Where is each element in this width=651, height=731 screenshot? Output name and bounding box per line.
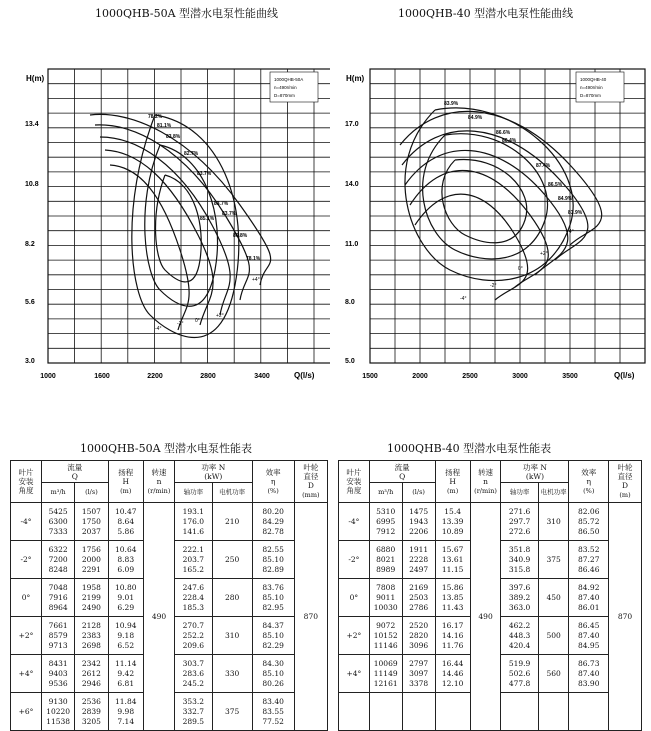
motor-power-cell: 375 [212,693,252,731]
right-performance-table [338,460,642,731]
header-motor-power: 电机功率 [538,483,569,503]
motor-power-cell: 310 [538,503,569,541]
left-legend-model: 1000QHB-50A [274,77,304,82]
left-eff-label: 83.7% [214,201,229,207]
flow-m3h-cell: 7661 8579 9713 [42,617,75,655]
right-x-tick: 2000 [412,373,428,380]
head-cell: 10.47 8.64 5.86 [108,503,143,541]
left-chart-title: 1000QHB-50A 型潜水电泵性能曲线 [95,7,279,20]
left-eff-label: 83.7% [197,171,212,177]
header-eff [569,461,609,503]
shaft-power-cell: 193.1 176.0 141.6 [175,503,213,541]
right-y-axis-label: H(m) [346,74,365,83]
right-chart-title: 1000QHB-40 型潜水电泵性能曲线 [398,7,574,20]
header-head-label: 扬程 H [118,467,134,486]
right-x-tick: 3500 [562,373,578,380]
shaft-power-cell: 222.1 203.7 165.2 [175,541,213,579]
left-y-tick: 3.0 [25,358,35,365]
left-eff-label: 83.8% [166,134,181,140]
motor-power-cell: 500 [538,617,569,655]
header-diameter-label: 叶轮 直径 D [303,463,319,490]
right-eff-label: 86.6% [496,130,511,136]
header-speed-unit: (r/min) [147,486,171,495]
flow-ls-cell: 2797 3097 3378 [402,655,435,693]
left-y-tick: 5.6 [25,299,35,306]
eff-cell: 83.76 85.10 82.95 [252,579,294,617]
left-angle-label: +2° [216,313,224,319]
header-speed-label: 转速 n [478,467,494,486]
left-y-ticks [25,121,39,365]
header-diameter-unit: (m) [619,491,631,499]
shaft-power-cell: 397.6 389.2 363.0 [501,579,538,617]
right-x-axis-label: Q(l/s) [614,371,635,380]
header-flow-m3h: m³/h [42,483,75,503]
eff-cell: 84.30 85.10 80.26 [252,655,294,693]
header-motor-power: 电机功率 [212,483,252,503]
right-angle-label: 0° [518,266,523,272]
header-shaft-power: 轴功率 [501,483,538,503]
flow-m3h-cell: 5310 6995 7912 [369,503,402,541]
flow-m3h-cell: 9130 10220 11538 [42,693,75,731]
motor-power-cell: 210 [212,503,252,541]
right-eff-label: 87.4% [536,163,551,169]
speed-cell: 490 [143,503,174,731]
eff-cell: 84.92 87.40 86.01 [569,579,609,617]
flow-ls-cell: 1756 2000 2291 [75,541,108,579]
header-angle: 叶片 安装 角度 [11,461,42,503]
left-eff-label: 81.1% [157,123,172,129]
header-eff-label: 效率 η [581,467,597,486]
right-eff-label: 83.9% [444,101,459,107]
head-curve [90,114,271,285]
left-x-tick: 1600 [94,373,110,380]
header-eff-unit: (%) [583,486,595,495]
left-eff-label: 85.1% [200,216,215,222]
left-y-axis-label: H(m) [26,74,45,83]
right-y-tick: 11.0 [345,241,359,248]
flow-ls-cell: 1507 1750 2037 [75,503,108,541]
flow-m3h-cell: 7808 9011 10030 [369,579,402,617]
angle-cell: 0° [11,579,42,617]
head-cell: 11.14 9.42 6.81 [108,655,143,693]
flow-ls-cell: 2536 2839 3205 [75,693,108,731]
eff-cell: 83.40 83.55 77.52 [252,693,294,731]
right-efficiency-labels [444,101,583,216]
diameter-cell: 870 [609,503,642,731]
head-cell: 15.67 13.61 11.15 [435,541,470,579]
table-row [11,503,328,541]
header-power: 功率 N (kW) [501,461,569,483]
header-head [108,461,143,503]
left-x-tick: 1000 [40,373,56,380]
left-x-axis-label: Q(l/s) [294,371,315,380]
eff-cell: 82.55 85.10 82.89 [252,541,294,579]
angle-cell: -2° [11,541,42,579]
eff-cell: 86.45 87.40 84.95 [569,617,609,655]
right-legend-diameter: D=870mm [580,93,601,98]
motor-power-cell: 310 [212,617,252,655]
eff-cell: 86.73 87.40 83.90 [569,655,609,693]
left-angle-label: 0° [195,318,200,324]
angle-cell: +4° [11,655,42,693]
shaft-power-cell: 353.2 332.7 289.5 [175,693,213,731]
flow-ls-cell: 2342 2612 2946 [75,655,108,693]
head-cell: 10.94 9.18 6.52 [108,617,143,655]
shaft-power-cell: 247.6 228.4 185.3 [175,579,213,617]
left-angle-label: +4° [252,277,260,283]
right-legend-model: 1000QHB-40 [580,77,607,82]
speed-cell: 490 [470,503,501,731]
empty-cell [339,693,370,731]
right-angle-label: +2° [540,251,548,257]
motor-power-cell: 375 [538,541,569,579]
head-cell: 10.80 9.01 6.29 [108,579,143,617]
motor-power-cell: 450 [538,579,569,617]
header-power: 功率 N (kW) [175,461,253,483]
header-flow-ls: (l/s) [75,483,108,503]
right-y-ticks [345,121,359,365]
header-diameter-label: 叶轮 直径 D [617,463,633,490]
flow-m3h-cell: 9072 10152 11146 [369,617,402,655]
angle-cell: +4° [339,655,370,693]
flow-ls-cell: 2128 2383 2698 [75,617,108,655]
angle-cell: 0° [339,579,370,617]
angle-cell: -2° [339,541,370,579]
right-y-tick: 5.0 [345,358,355,365]
shaft-power-cell: 303.7 283.6 245.2 [175,655,213,693]
head-cell: 16.17 14.16 11.76 [435,617,470,655]
left-table-title: 1000QHB-50A 型潜水电泵性能表 [80,442,253,455]
right-x-tick: 3000 [512,373,528,380]
header-speed [470,461,501,503]
left-performance-chart [20,55,330,385]
flow-ls-cell: 2169 2503 2786 [402,579,435,617]
diameter-cell: 870 [294,503,327,731]
flow-ls-cell: 1958 2199 2490 [75,579,108,617]
header-diameter [609,461,642,503]
empty-cell [501,693,538,731]
flow-m3h-cell: 8431 9403 9536 [42,655,75,693]
head-cell: 16.44 14.46 12.10 [435,655,470,693]
motor-power-cell: 250 [212,541,252,579]
motor-power-cell: 280 [212,579,252,617]
head-curve [110,165,189,330]
header-head-unit: (m) [120,486,132,495]
header-flow-ls: (l/s) [402,483,435,503]
right-y-tick: 17.0 [345,121,359,128]
header-eff-unit: (%) [267,486,279,495]
eff-cell: 83.52 87.27 86.46 [569,541,609,579]
flow-m3h-cell: 6880 8021 8989 [369,541,402,579]
left-legend-speed: n=490r/min [274,85,297,90]
header-eff-label: 效率 η [265,467,281,486]
right-eff-label: 83.9% [568,210,583,216]
header-diameter [294,461,327,503]
left-y-tick: 10.8 [25,181,39,188]
left-x-tick: 2200 [147,373,163,380]
angle-cell: -4° [11,503,42,541]
right-angle-label: -4° [460,296,467,302]
left-angle-label: -2° [177,321,184,327]
header-flow-m3h: m³/h [369,483,402,503]
eff-cell: 80.20 84.29 82.78 [252,503,294,541]
right-table-title: 1000QHB-40 型潜水电泵性能表 [387,442,552,455]
empty-cell [538,693,569,731]
header-flow: 流量 Q [42,461,109,483]
right-x-ticks [362,373,578,380]
head-curve [415,194,528,300]
right-y-tick: 8.0 [345,299,355,306]
empty-cell [402,693,435,731]
empty-cell [435,693,470,731]
left-eff-label: 80.8% [233,233,248,239]
header-shaft-power: 轴功率 [175,483,213,503]
header-speed-unit: (r/min) [474,486,497,495]
head-cell: 15.86 13.85 11.43 [435,579,470,617]
header-angle: 叶片 安装 角度 [339,461,370,503]
right-performance-chart [340,55,650,385]
header-speed [143,461,174,503]
left-x-tick: 2800 [200,373,216,380]
flow-ls-cell: 2520 2820 3096 [402,617,435,655]
right-angle-label: +4° [566,229,574,235]
flow-m3h-cell: 5425 6300 7333 [42,503,75,541]
right-x-tick: 2500 [462,373,478,380]
right-eff-label: 86.4% [502,138,517,144]
shaft-power-cell: 462.2 448.3 420.4 [501,617,538,655]
head-cell: 11.84 9.98 7.14 [108,693,143,731]
empty-cell [369,693,402,731]
right-eff-label: 84.9% [558,196,573,202]
left-eff-label: 83.7% [222,211,237,217]
left-efficiency-labels [148,114,261,262]
empty-cell [569,693,609,731]
left-y-tick: 13.4 [25,121,39,128]
left-eff-label: 78.2% [148,114,163,120]
head-cell: 10.64 8.83 6.09 [108,541,143,579]
header-eff [252,461,294,503]
head-cell: 15.4 13.39 10.89 [435,503,470,541]
left-performance-table [10,460,328,731]
header-diameter-unit: (mm) [302,491,320,499]
flow-m3h-cell: 7048 7916 8964 [42,579,75,617]
header-head-unit: (m) [447,486,459,495]
left-legend [270,72,318,102]
header-speed-label: 转速 n [151,467,167,486]
shaft-power-cell: 519.9 502.6 477.8 [501,655,538,693]
left-y-tick: 8.2 [25,241,35,248]
flow-ls-cell: 1475 1943 2206 [402,503,435,541]
right-eff-label: 84.9% [468,115,483,121]
right-legend [576,72,624,102]
shaft-power-cell: 271.6 297.7 272.6 [501,503,538,541]
right-eff-label: 86.5% [548,182,563,188]
angle-cell: +2° [11,617,42,655]
flow-m3h-cell: 6322 7200 8248 [42,541,75,579]
header-head [435,461,470,503]
left-legend-diameter: D=870mm [274,93,295,98]
left-eff-label: 78.1% [246,256,261,262]
header-head-label: 扬程 H [445,467,461,486]
right-legend-speed: n=490r/min [580,85,603,90]
table-row [339,503,642,541]
left-eff-label: 82.7% [184,151,199,157]
eff-cell: 84.37 85.10 82.29 [252,617,294,655]
left-angle-label: -4° [155,326,162,332]
header-flow: 流量 Q [369,461,435,483]
angle-cell: +2° [339,617,370,655]
shaft-power-cell: 351.8 340.9 315.8 [501,541,538,579]
left-x-tick: 3400 [254,373,270,380]
motor-power-cell: 560 [538,655,569,693]
flow-m3h-cell: 10069 11149 12161 [369,655,402,693]
left-x-ticks [40,373,270,380]
right-angle-label: -2° [490,283,497,289]
eff-cell: 82.06 85.72 86.50 [569,503,609,541]
angle-cell: -4° [339,503,370,541]
angle-cell: +6° [11,693,42,731]
motor-power-cell: 330 [212,655,252,693]
flow-ls-cell: 1911 2228 2497 [402,541,435,579]
right-y-tick: 14.0 [345,181,359,188]
right-x-tick: 1500 [362,373,378,380]
shaft-power-cell: 270.7 252.2 209.6 [175,617,213,655]
